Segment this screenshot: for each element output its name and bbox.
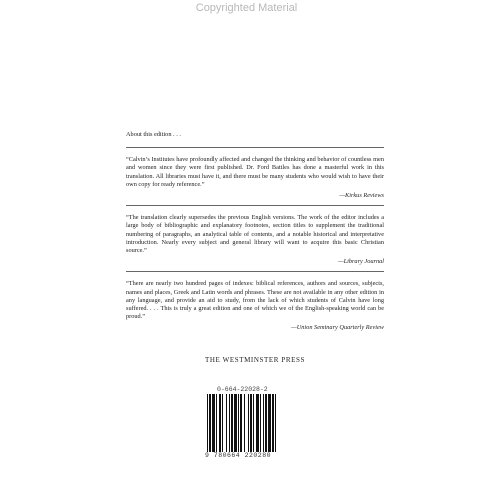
divider bbox=[126, 147, 384, 148]
review-source-union-seminary: —Union Seminary Quarterly Review bbox=[291, 324, 384, 332]
barcode-block bbox=[205, 386, 295, 459]
divider bbox=[126, 271, 384, 272]
divider bbox=[126, 205, 384, 206]
barcode-icon bbox=[205, 394, 293, 452]
publisher-name: THE WESTMINSTER PRESS bbox=[205, 356, 305, 364]
review-quote-union-seminary: “There are nearly two hundred pages of indexes: biblical references, authors and sources, subjects, names and places, Greek and Latin words and phrases. These are not available in any other edition in any language, and provide an aid to study, from the lack of which students of Calvin have long suffered. . . . This is truly a great edition and one of which we of the English-speaking world can be proud.” bbox=[126, 280, 384, 321]
isbn-top-label: 0-664-22028-2 bbox=[217, 386, 268, 393]
review-quote-library-journal: “The translation clearly supersedes the previous English versions. The work of the editor includes a large body of bibliographic and explanatory footnotes, section titles to supplement the traditional numbering of paragraphs, an analytical table of contents, and a notable historical and interpretative introduction. Nearly every subject and general library will want to acquire this basic Christian source.” bbox=[126, 214, 384, 255]
review-source-kirkus: —Kirkus Reviews bbox=[339, 192, 384, 200]
isbn-bottom-label: 9 780664 220280 bbox=[205, 452, 272, 459]
review-source-library-journal: —Library Journal bbox=[337, 258, 384, 266]
review-quote-kirkus: “Calvin’s Institutes have profoundly affected and changed the thinking and behavior of countless men and women since they were first published. Dr. Ford Battles has done a masterful work in this translation. All libraries must have it, and there must be many students who would wish to have their own copy for ready reference.” bbox=[126, 156, 384, 188]
intro-line: About this edition . . . bbox=[126, 131, 181, 138]
copyright-watermark: Copyrighted Material bbox=[195, 2, 298, 14]
back-cover-text bbox=[126, 131, 384, 333]
